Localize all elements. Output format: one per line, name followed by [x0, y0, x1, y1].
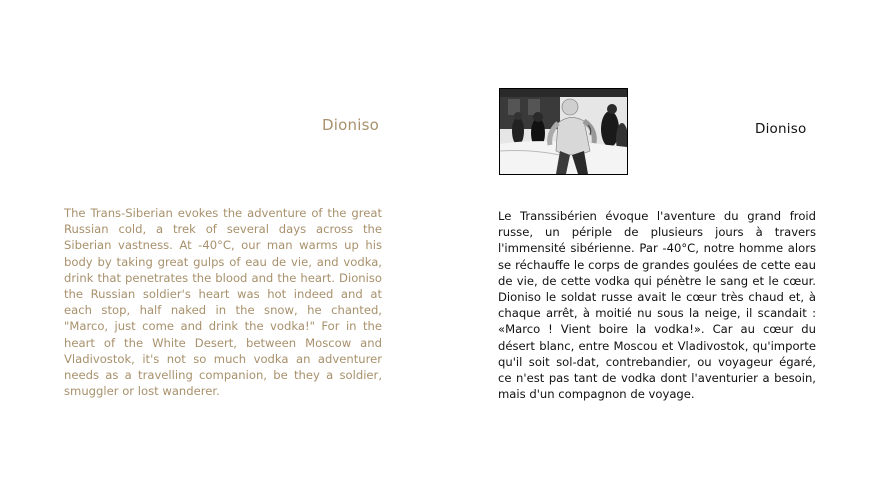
french-body-text: Le Transsibérien évoque l'aventure du grand froid russe, un périple de plusieurs jours à travers l'immensité sibérienne. Par -40°C, notre homme alors se réchauffe le corps de grandes goulées de cette eau de vie, de cette vodka qui pénètre le sang et le cœur. Dioniso le soldat russe avait le cœur très chaud et, à chaque arrêt, à moitié nu sous la neige, il scandait : «Marco ! Vient boire la vodka!». Car au cœur du désert blanc, entre Moscou et Vladivostok, qu'importe qu'il soit sol-dat, contrebandier, ou voyageur égaré, ce n'est pas tant de vodka dont l'aventurier a besoin, mais d'un compagnon de voyage. [498, 209, 816, 402]
english-body-text: The Trans-Siberian evokes the adventure of the great Russian cold, a trek of several days across the Siberian vastness. At -40°C, our man warms up his body by taking great gulps of eau de vie, and vodka, drink that penetrates the blood and the heart. Dioniso the Russian soldier's heart was hot indeed and at each stop, half naked in the snow, he chanted, "Marco, just come and drink the vodka!" For in the heart of the White Desert, between Moscow and Vladivostok, it's not so much vodka an adventurer needs as a travelling companion, be they a soldier, smuggler or lost wanderer. [64, 206, 382, 399]
french-title: Dioniso [755, 121, 807, 137]
english-title: Dioniso [322, 116, 379, 134]
photo-shirtless-soldier-in-snow [499, 88, 628, 175]
